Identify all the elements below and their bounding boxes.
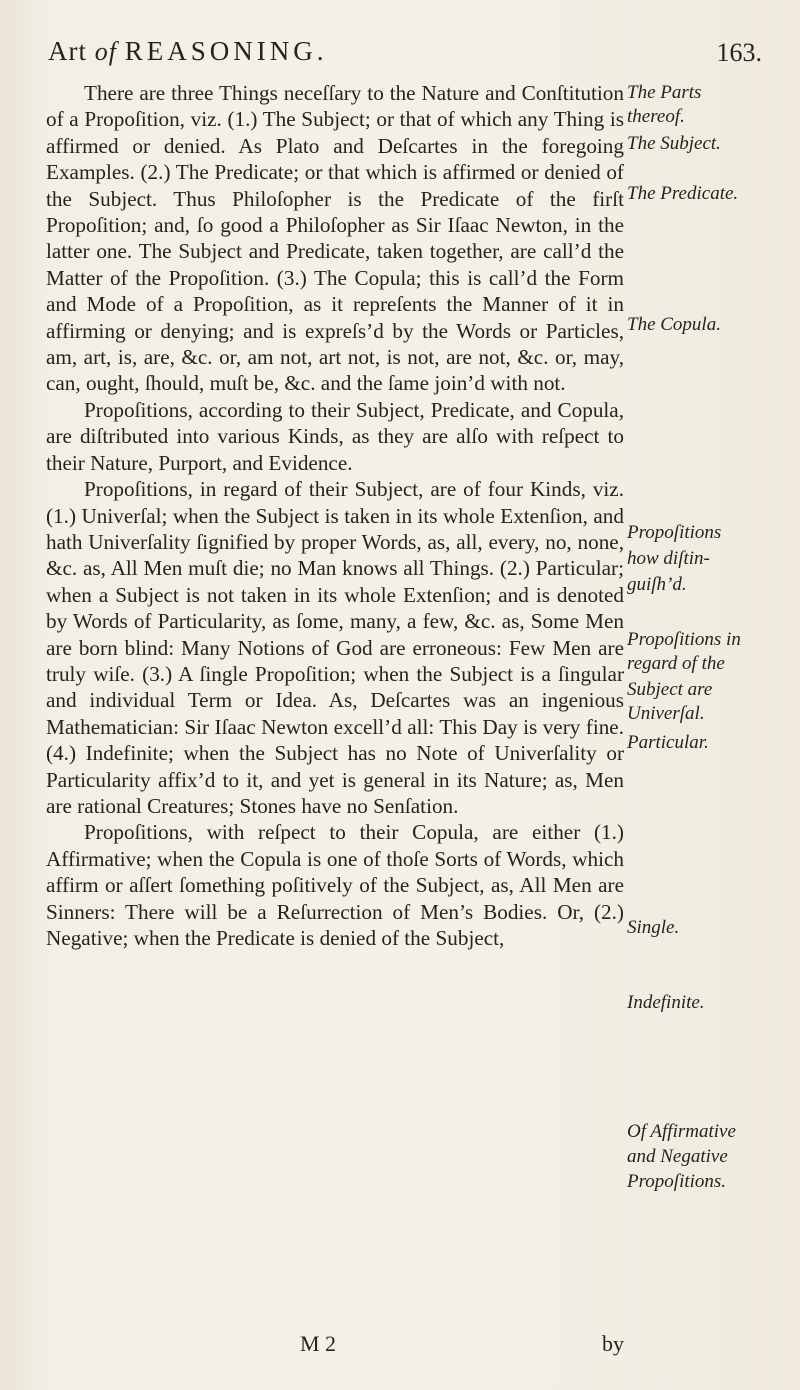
page-footer	[46, 1331, 624, 1361]
paragraph-1: There are three Things neceſſary to the Nature and Conſtitution of a Propoſition, viz. (1.) The Subject; or that of which any Thing is affirmed or denied. As Plato and Deſcartes in the foregoing Examples. (2.) The Predicate; or that which is affirmed or denied of the Subject. Thus Philoſopher is the Predicate of the firſt Propoſition; and, ſo good a Philoſopher as Sir Iſaac Newton, in the latter one. The Subject and Predicate, taken together, are call’d the Matter of the Propoſition. (3.) The Copula; this is call’d the Form and Mode of a Propoſition, as it repreſents the Manner of it in affirming or denying; and is expreſs’d by the Words or Particles, am, art, is, are, &c. or, am not, art not, is not, are not, &c. or, may, can, ought, ſhould, muſt be, &c. and the ſame join’d with not.	[46, 81, 624, 396]
paragraph-4: Propoſitions, with reſpect to their Copula, are either (1.) Affirmative; when the Copula is one of thoſe Sorts of Words, which affirm or aſſert ſomething poſitively of the Subject, as, All Men are Sinners: There will be a Reſurrection of Men’s Bodies. Or, (2.) Negative; when the Predicate is denied of the Subject,	[46, 820, 624, 950]
margin-note: Propoſitions.	[627, 1171, 727, 1192]
signature-mark: M 2	[300, 1331, 337, 1356]
margin-note: Subject are	[627, 679, 713, 700]
margin-note: The Predicate.	[627, 183, 739, 204]
paragraph-3: Propoſitions, in regard of their Subject, are of four Kinds, viz. (1.) Univerſal; when the Subject is taken in its whole Extenſion, and hath Univerſality ſignified by proper Words, as, all, every, no, none, &c. as, All Men muſt die; no Man knows all Things. (2.) Particular; when a Subject is not taken in its whole Extenſion; and is denoted by Words of Particularity, as ſome, many, a few, &c. as, Some Men are born blind: Many Notions of God are erroneous: Few Men are truly wiſe. (3.) A ſingle Propoſition; when the Subject is a ſingular and individual Term or Idea. As, Deſcartes was an ingenious Mathematician: Sir Iſaac Newton excell’d all: This Day is very fine. (4.) Indefinite; when the Subject has no Note of Univerſality or Particularity affix’d to it, and yet is general in its Nature; as, Men are rational Creatures; Stones have no Senſation.	[46, 477, 624, 818]
page-header	[48, 36, 770, 76]
margin-note: regard of the	[627, 653, 725, 674]
margin-note: guiſh’d.	[627, 574, 687, 595]
margin-note: The Subject.	[627, 133, 721, 154]
margin-note: The Parts	[627, 82, 702, 103]
margin-note: Indefinite.	[627, 992, 705, 1013]
margin-note: Univerſal.	[627, 703, 705, 724]
margin-note: how diſtin-	[627, 548, 710, 569]
margin-note: Particular.	[627, 732, 709, 753]
margin-note: Propoſitions	[627, 522, 722, 543]
margin-note: and Negative	[627, 1146, 728, 1167]
running-head-prefix: Art	[48, 36, 87, 66]
margin-note: The Copula.	[627, 314, 721, 335]
running-head-title: REASONING.	[124, 36, 328, 66]
body-text	[46, 80, 624, 951]
margin-note: Single.	[627, 917, 680, 938]
paragraph-2: Propoſitions, according to their Subject, Predicate, and Copula, are diſtributed into various Kinds, as they are alſo with reſpect to their Nature, Purport, and Evidence.	[46, 397, 624, 475]
margin-note: thereof.	[627, 106, 685, 127]
page-number: 163.	[716, 38, 762, 67]
margin-note: Propoſitions in	[627, 629, 741, 650]
catchword: by	[602, 1331, 624, 1356]
running-head-of: of	[94, 37, 117, 66]
running-head	[48, 36, 328, 67]
margin-note: Of Affirmative	[627, 1121, 736, 1142]
